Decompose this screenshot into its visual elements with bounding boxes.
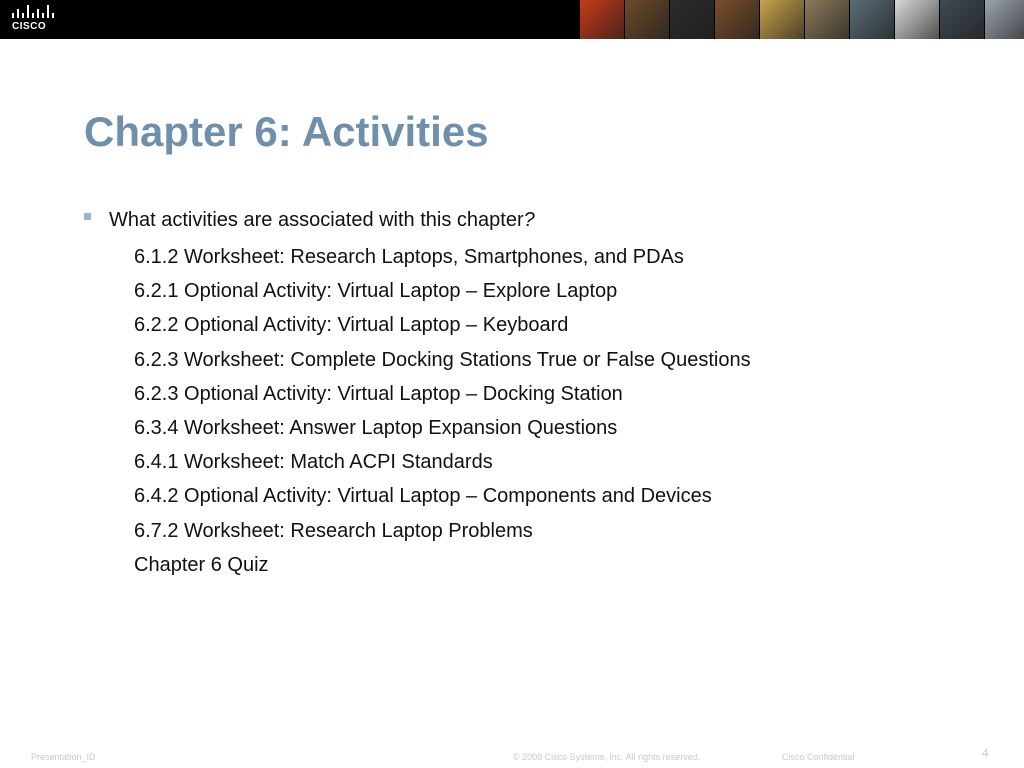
header-photo [670,0,714,39]
square-bullet-icon [84,213,91,220]
list-item: 6.1.2 Worksheet: Research Laptops, Smartphones, and PDAs [134,246,684,268]
list-item: 6.2.1 Optional Activity: Virtual Laptop – Explore Laptop [134,280,618,303]
header-photo [940,0,984,39]
logo-wordmark: CISCO [12,21,47,32]
bullet-item [84,209,535,232]
footer-copyright: © 2008 Cisco Systems, Inc. All rights reserved. [513,752,701,762]
slide-title: Chapter 6: Activities [84,108,489,155]
list-item: 6.2.2 Optional Activity: Virtual Laptop – Keyboard [134,314,569,337]
header-photo [715,0,759,39]
footer-presentation-id: Presentation_ID [31,752,96,762]
cisco-logo [10,4,62,34]
header-photo-strip [580,0,1024,39]
question-mark: ? [523,209,535,231]
header-band [0,0,1024,39]
header-photo [895,0,939,39]
cisco-bridge-icon [10,4,62,20]
page-number: 4 [982,746,989,760]
list-item: Chapter 6 Quiz [134,553,269,576]
list-item: 6.3.4 Worksheet: Answer Laptop Expansion Questions [134,416,618,439]
list-item: 6.7.2 Worksheet: Research Laptop Problems [134,519,533,542]
bullet-text: What activities are associated with this chapter? [109,209,535,231]
header-photo [580,0,624,39]
header-photo [625,0,669,39]
list-item: 6.2.3 Optional Activity: Virtual Laptop – Docking Station [134,382,623,405]
list-item: 6.4.1 Worksheet: Match ACPI Standards [134,451,493,474]
header-photo [760,0,804,39]
header-photo [850,0,894,39]
list-item: 6.2.3 Worksheet: Complete Docking Stations True or False Questions [134,348,751,371]
activity-list [134,240,751,582]
list-item: 6.4.2 Optional Activity: Virtual Laptop – Components and Devices [134,485,712,508]
header-photo [985,0,1024,39]
header-photo [805,0,849,39]
footer-confidential: Cisco Confidential [782,752,855,762]
